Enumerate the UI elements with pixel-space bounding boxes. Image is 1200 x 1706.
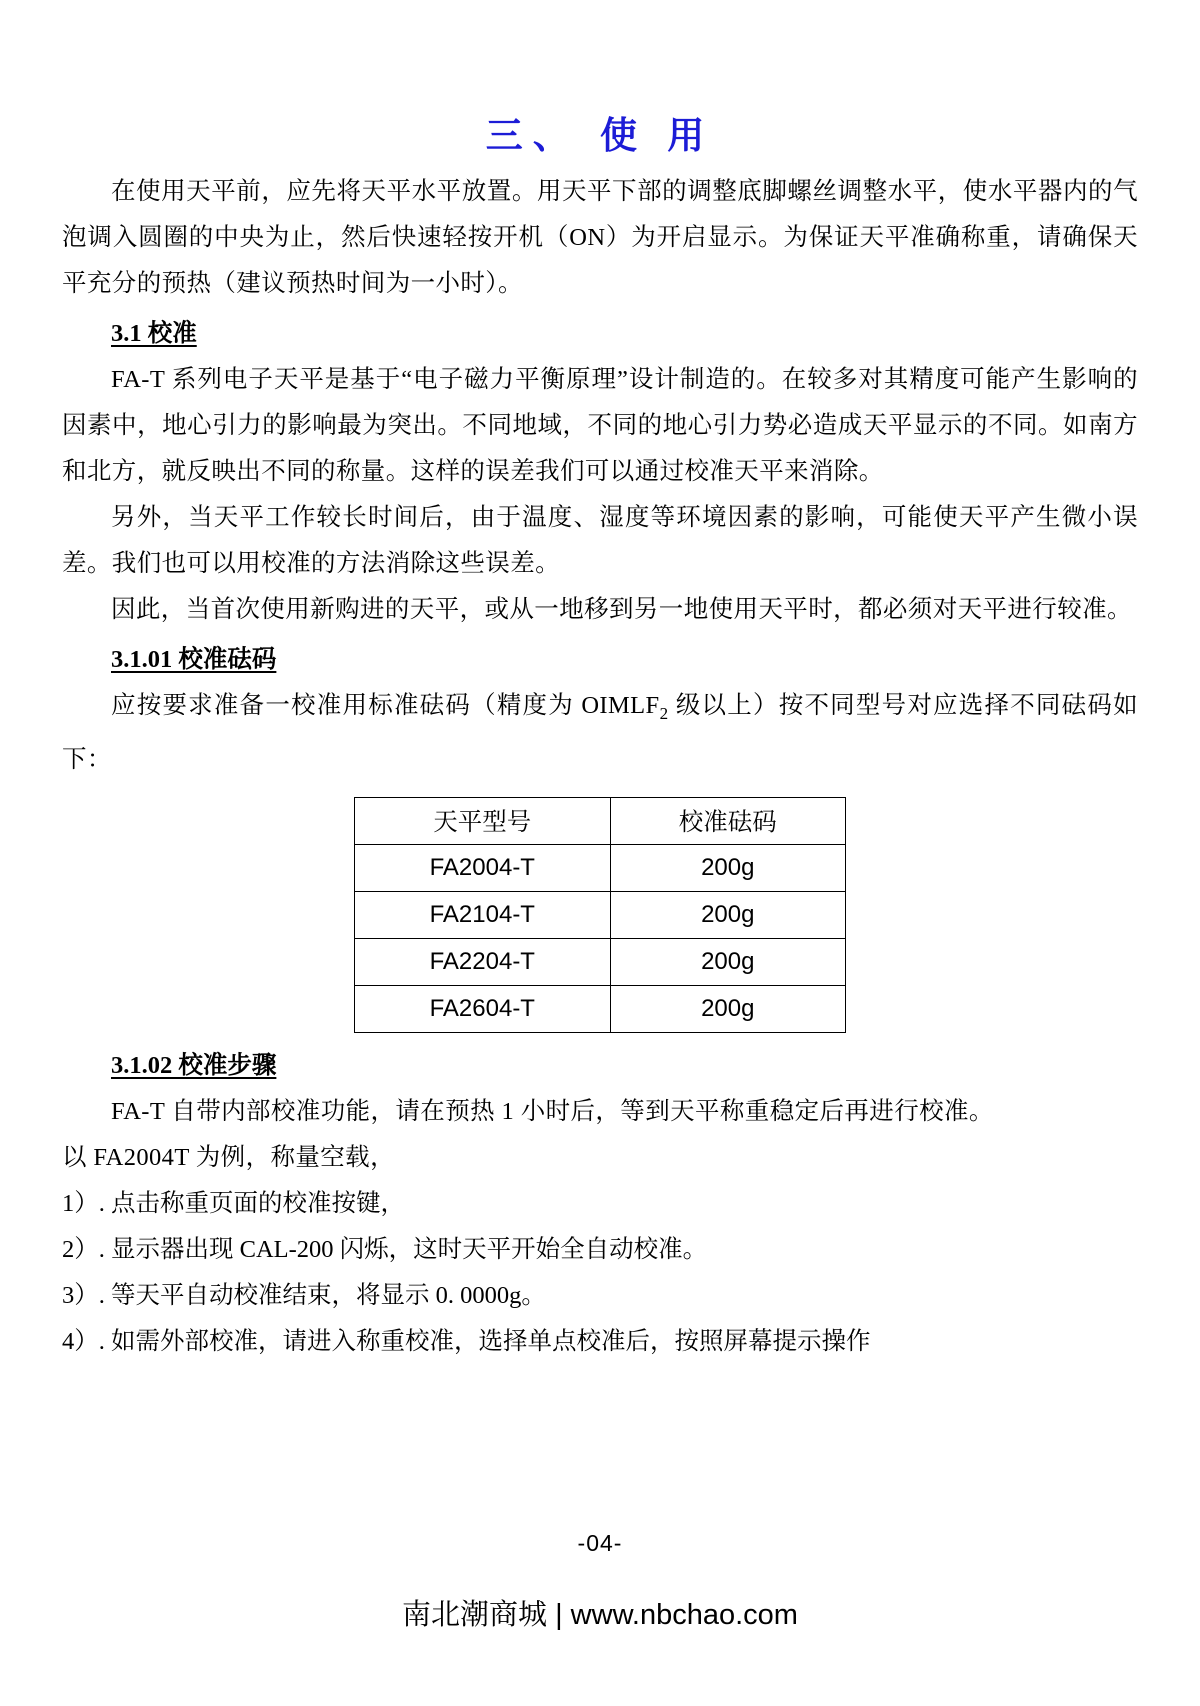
calibration-step-1: 1）. 点击称重页面的校准按键， [62,1189,405,1217]
section-heading-3-1-02-text: 3.1.02 校准步骤 [111,1051,277,1079]
table-cell-weight: 200g [610,891,845,938]
section-heading-3-1-02 [62,1043,1138,1089]
table-row [355,938,846,985]
table-row [355,844,846,891]
section-heading-3-1-01 [62,637,1138,683]
section-heading-3-1 [62,311,1138,357]
table-cell-model: FA2004-T [355,844,611,891]
section-heading-3-1-01-text: 3.1.01 校准砝码 [111,646,277,673]
table-header-row [355,797,846,844]
footer-brand: 南北潮商城 | www.nbchao.com [402,1599,798,1631]
table-cell-weight: 200g [610,985,845,1032]
page-title: 三、 使 用 [485,115,715,156]
weights-subscript: 2 [659,703,669,723]
section-3-1-paragraph-3: 因此，当首次使用新购进的天平，或从一地移到另一地使用天平时，都必须对天平进行较准。 [111,596,1132,623]
page-number: -04- [577,1530,623,1556]
section-3-1-paragraph-1: FA-T 系列电子天平是基于“电子磁力平衡原理”设计制造的。在较多对其精度可能产生影响的因素中，地心引力的影响最为突出。不同地域，不同的地心引力势必造成天平显示的不同。如南方和北方，就反映出不同的称量。这样的误差我们可以通过校准天平来消除。 [62,366,1138,485]
calibration-step-4: 4）. 如需外部校准，请进入称重校准，选择单点校准后，按照屏幕提示操作 [62,1327,871,1355]
intro-paragraph: 在使用天平前，应先将天平水平放置。用天平下部的调整底脚螺丝调整水平，使水平器内的气泡调入圆圈的中央为止，然后快速轻按开机（ON）为开启显示。为保证天平准确称重，请确保天平充分的预热（建议预热时间为一小时）。 [62,178,1138,297]
calibration-step-2: 2）. 显示器出现 CAL-200 闪烁，这时天平开始全自动校准。 [62,1235,708,1263]
table-cell-weight: 200g [610,938,845,985]
section-3-1-01-paragraph [62,683,1138,783]
calibration-weight-table [354,797,846,1033]
weights-text-after: 级以上）按不同型号对应选择不同砝码如下： [62,692,1138,773]
section-heading-3-1-text: 3.1 校准 [111,320,197,347]
table-column-header-weight: 校准砝码 [610,797,845,844]
table-cell-model: FA2104-T [355,891,611,938]
weights-text-before: 应按要求准备一校准用标准砝码（精度为 OIMLF [111,692,660,719]
table-cell-weight: 200g [610,844,845,891]
table-column-header-model: 天平型号 [355,797,611,844]
table-cell-model: FA2604-T [355,985,611,1032]
table-cell-model: FA2204-T [355,938,611,985]
section-3-1-02-example: 以 FA2004T 为例，称量空载， [62,1143,395,1171]
section-3-1-02-intro: FA-T 自带内部校准功能，请在预热 1 小时后，等到天平称重稳定后再进行校准。 [111,1097,994,1125]
section-3-1-paragraph-2: 另外，当天平工作较长时间后，由于温度、湿度等环境因素的影响，可能使天平产生微小误差。我们也可以用校准的方法消除这些误差。 [62,504,1138,577]
table-row [355,985,846,1032]
calibration-step-3: 3）. 等天平自动校准结束，将显示 0. 0000g。 [62,1281,546,1309]
table-row [355,891,846,938]
